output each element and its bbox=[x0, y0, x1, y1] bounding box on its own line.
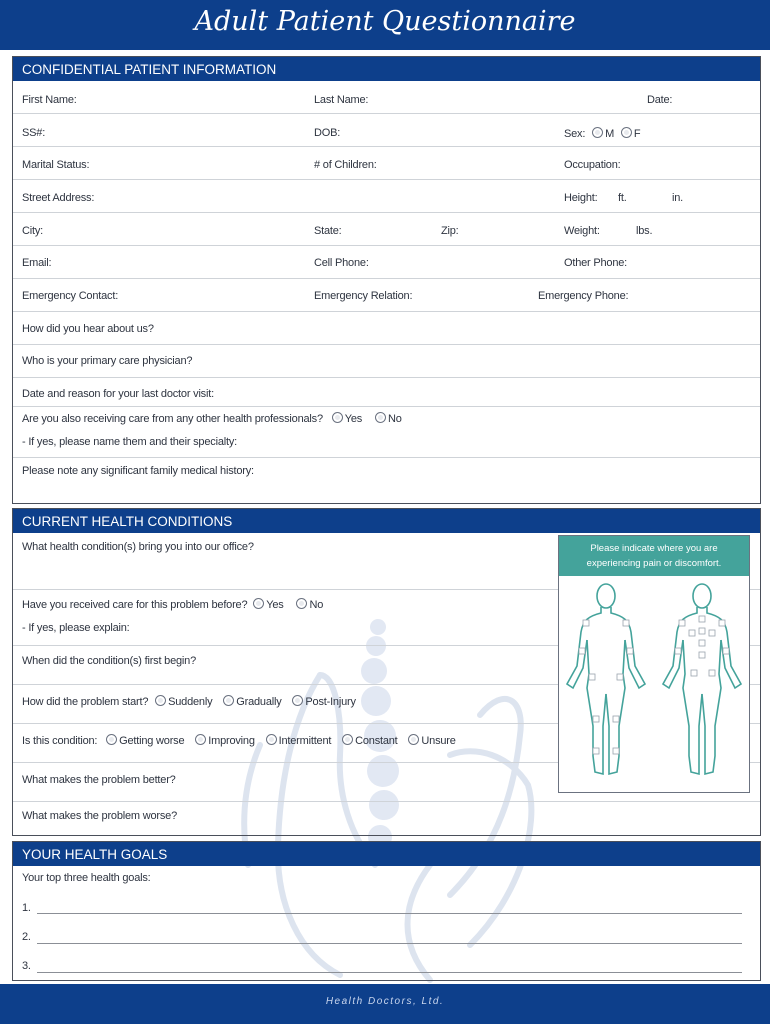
city-field[interactable]: City: bbox=[22, 225, 44, 237]
section-heading: CONFIDENTIAL PATIENT INFORMATION bbox=[13, 57, 760, 81]
pain-prompt-line-2: experiencing pain or discomfort. bbox=[586, 558, 722, 569]
goal-3-line[interactable] bbox=[37, 972, 742, 973]
primary-physician-field[interactable]: Who is your primary care physician? bbox=[22, 355, 193, 367]
pain-prompt bbox=[559, 536, 749, 576]
no-label: No bbox=[309, 599, 324, 611]
human-body-back-icon bbox=[663, 584, 741, 774]
condition-option: Getting worse bbox=[119, 735, 185, 747]
other-care-group bbox=[22, 412, 402, 425]
worse-field[interactable]: What makes the problem worse? bbox=[22, 810, 177, 822]
radio-button-icon[interactable] bbox=[223, 695, 234, 706]
condition-is-group bbox=[22, 734, 464, 747]
goal-number: 3. bbox=[22, 960, 31, 972]
form-title: Adult Patient Questionnaire bbox=[194, 6, 576, 37]
condition-option: Intermittent bbox=[278, 735, 332, 747]
radio-button-icon[interactable] bbox=[155, 695, 166, 706]
weight-field[interactable]: Weight: bbox=[564, 225, 600, 237]
form-row bbox=[13, 147, 760, 180]
problem-start-group bbox=[22, 695, 364, 708]
health-goals-section bbox=[12, 841, 761, 981]
start-option: Suddenly bbox=[168, 696, 213, 708]
health-conditions-section bbox=[12, 508, 761, 836]
sex-group bbox=[564, 127, 640, 140]
height-ft-label: ft. bbox=[618, 192, 627, 204]
radio-button-icon[interactable] bbox=[296, 598, 307, 609]
radio-button-icon[interactable] bbox=[292, 695, 303, 706]
section-heading: YOUR HEALTH GOALS bbox=[13, 842, 760, 866]
height-field[interactable]: Height: bbox=[564, 192, 598, 204]
weight-lbs-label: lbs. bbox=[636, 225, 653, 237]
goal-number: 2. bbox=[22, 931, 31, 943]
radio-button-icon[interactable] bbox=[375, 412, 386, 423]
radio-button-icon[interactable] bbox=[621, 127, 632, 138]
email-field[interactable]: Email: bbox=[22, 257, 52, 269]
emergency-phone-field[interactable]: Emergency Phone: bbox=[538, 290, 629, 302]
no-label: No bbox=[387, 413, 402, 425]
radio-button-icon[interactable] bbox=[106, 734, 117, 745]
other-care-question: Are you also receiving care from any other health professionals? bbox=[22, 413, 323, 425]
zip-field[interactable]: Zip: bbox=[441, 225, 459, 237]
condition-option: Improving bbox=[208, 735, 255, 747]
radio-button-icon[interactable] bbox=[195, 734, 206, 745]
sex-f-label: F bbox=[633, 128, 641, 140]
emergency-contact-field[interactable]: Emergency Contact: bbox=[22, 290, 119, 302]
conditions-field[interactable]: What health condition(s) bring you into our office? bbox=[22, 541, 254, 553]
form-row bbox=[13, 407, 760, 458]
other-phone-field[interactable]: Other Phone: bbox=[564, 257, 628, 269]
occupation-field[interactable]: Occupation: bbox=[564, 159, 621, 171]
other-care-detail-field[interactable]: - If yes, please name them and their specialty: bbox=[22, 436, 237, 448]
family-history-field[interactable]: Please note any significant family medical history: bbox=[22, 465, 254, 477]
human-body-front-icon bbox=[567, 584, 645, 774]
form-row bbox=[13, 213, 760, 246]
footer-bar bbox=[0, 984, 770, 1024]
received-care-question: Have you received care for this problem before? bbox=[22, 599, 248, 611]
header-bar bbox=[0, 0, 770, 50]
section-heading: CURRENT HEALTH CONDITIONS bbox=[13, 509, 760, 533]
received-care-group bbox=[22, 598, 323, 611]
goals-prompt: Your top three health goals: bbox=[22, 872, 151, 884]
start-option: Gradually bbox=[236, 696, 282, 708]
height-in-label: in. bbox=[672, 192, 684, 204]
condition-option: Unsure bbox=[421, 735, 456, 747]
form-row bbox=[13, 180, 760, 213]
sex-m-label: M bbox=[605, 128, 615, 140]
last-name-field[interactable]: Last Name: bbox=[314, 94, 369, 106]
form-row bbox=[13, 345, 760, 378]
form-row bbox=[13, 279, 760, 312]
better-field[interactable]: What makes the problem better? bbox=[22, 774, 176, 786]
goal-2-line[interactable] bbox=[37, 943, 742, 944]
cell-phone-field[interactable]: Cell Phone: bbox=[314, 257, 369, 269]
condition-is-question: Is this condition: bbox=[22, 735, 98, 747]
patient-info-section bbox=[12, 56, 761, 504]
form-row bbox=[13, 312, 760, 345]
first-name-field[interactable]: First Name: bbox=[22, 94, 77, 106]
radio-button-icon[interactable] bbox=[253, 598, 264, 609]
form-row bbox=[13, 378, 760, 407]
goal-number: 1. bbox=[22, 902, 31, 914]
problem-start-question: How did the problem start? bbox=[22, 696, 149, 708]
emergency-relation-field[interactable]: Emergency Relation: bbox=[314, 290, 413, 302]
start-option: Post-Injury bbox=[305, 696, 356, 708]
radio-button-icon[interactable] bbox=[592, 127, 603, 138]
street-address-field[interactable]: Street Address: bbox=[22, 192, 95, 204]
date-field[interactable]: Date: bbox=[647, 94, 673, 106]
radio-button-icon[interactable] bbox=[342, 734, 353, 745]
first-begin-field[interactable]: When did the condition(s) first begin? bbox=[22, 655, 196, 667]
pain-diagram[interactable] bbox=[558, 535, 750, 793]
marital-status-field[interactable]: Marital Status: bbox=[22, 159, 90, 171]
radio-button-icon[interactable] bbox=[332, 412, 343, 423]
form-row bbox=[13, 114, 760, 147]
condition-option: Constant bbox=[355, 735, 398, 747]
last-visit-field[interactable]: Date and reason for your last doctor visit: bbox=[22, 388, 214, 400]
form-row bbox=[13, 81, 760, 114]
yes-label: Yes bbox=[266, 599, 284, 611]
goal-1-line[interactable] bbox=[37, 913, 742, 914]
sex-label: Sex: bbox=[564, 128, 586, 140]
state-field[interactable]: State: bbox=[314, 225, 342, 237]
form-row bbox=[13, 246, 760, 279]
ssn-field[interactable]: SS#: bbox=[22, 127, 46, 139]
explain-field[interactable]: - If yes, please explain: bbox=[22, 622, 130, 634]
dob-field[interactable]: DOB: bbox=[314, 127, 341, 139]
hear-about-field[interactable]: How did you hear about us? bbox=[22, 323, 154, 335]
pain-prompt-line-1: Please indicate where you are bbox=[590, 543, 718, 554]
radio-button-icon[interactable] bbox=[266, 734, 277, 745]
footer-company: Health Doctors, Ltd. bbox=[325, 996, 445, 1007]
human-body-diagram bbox=[559, 576, 749, 790]
yes-label: Yes bbox=[344, 413, 363, 425]
radio-button-icon[interactable] bbox=[408, 734, 419, 745]
children-field[interactable]: # of Children: bbox=[314, 159, 377, 171]
